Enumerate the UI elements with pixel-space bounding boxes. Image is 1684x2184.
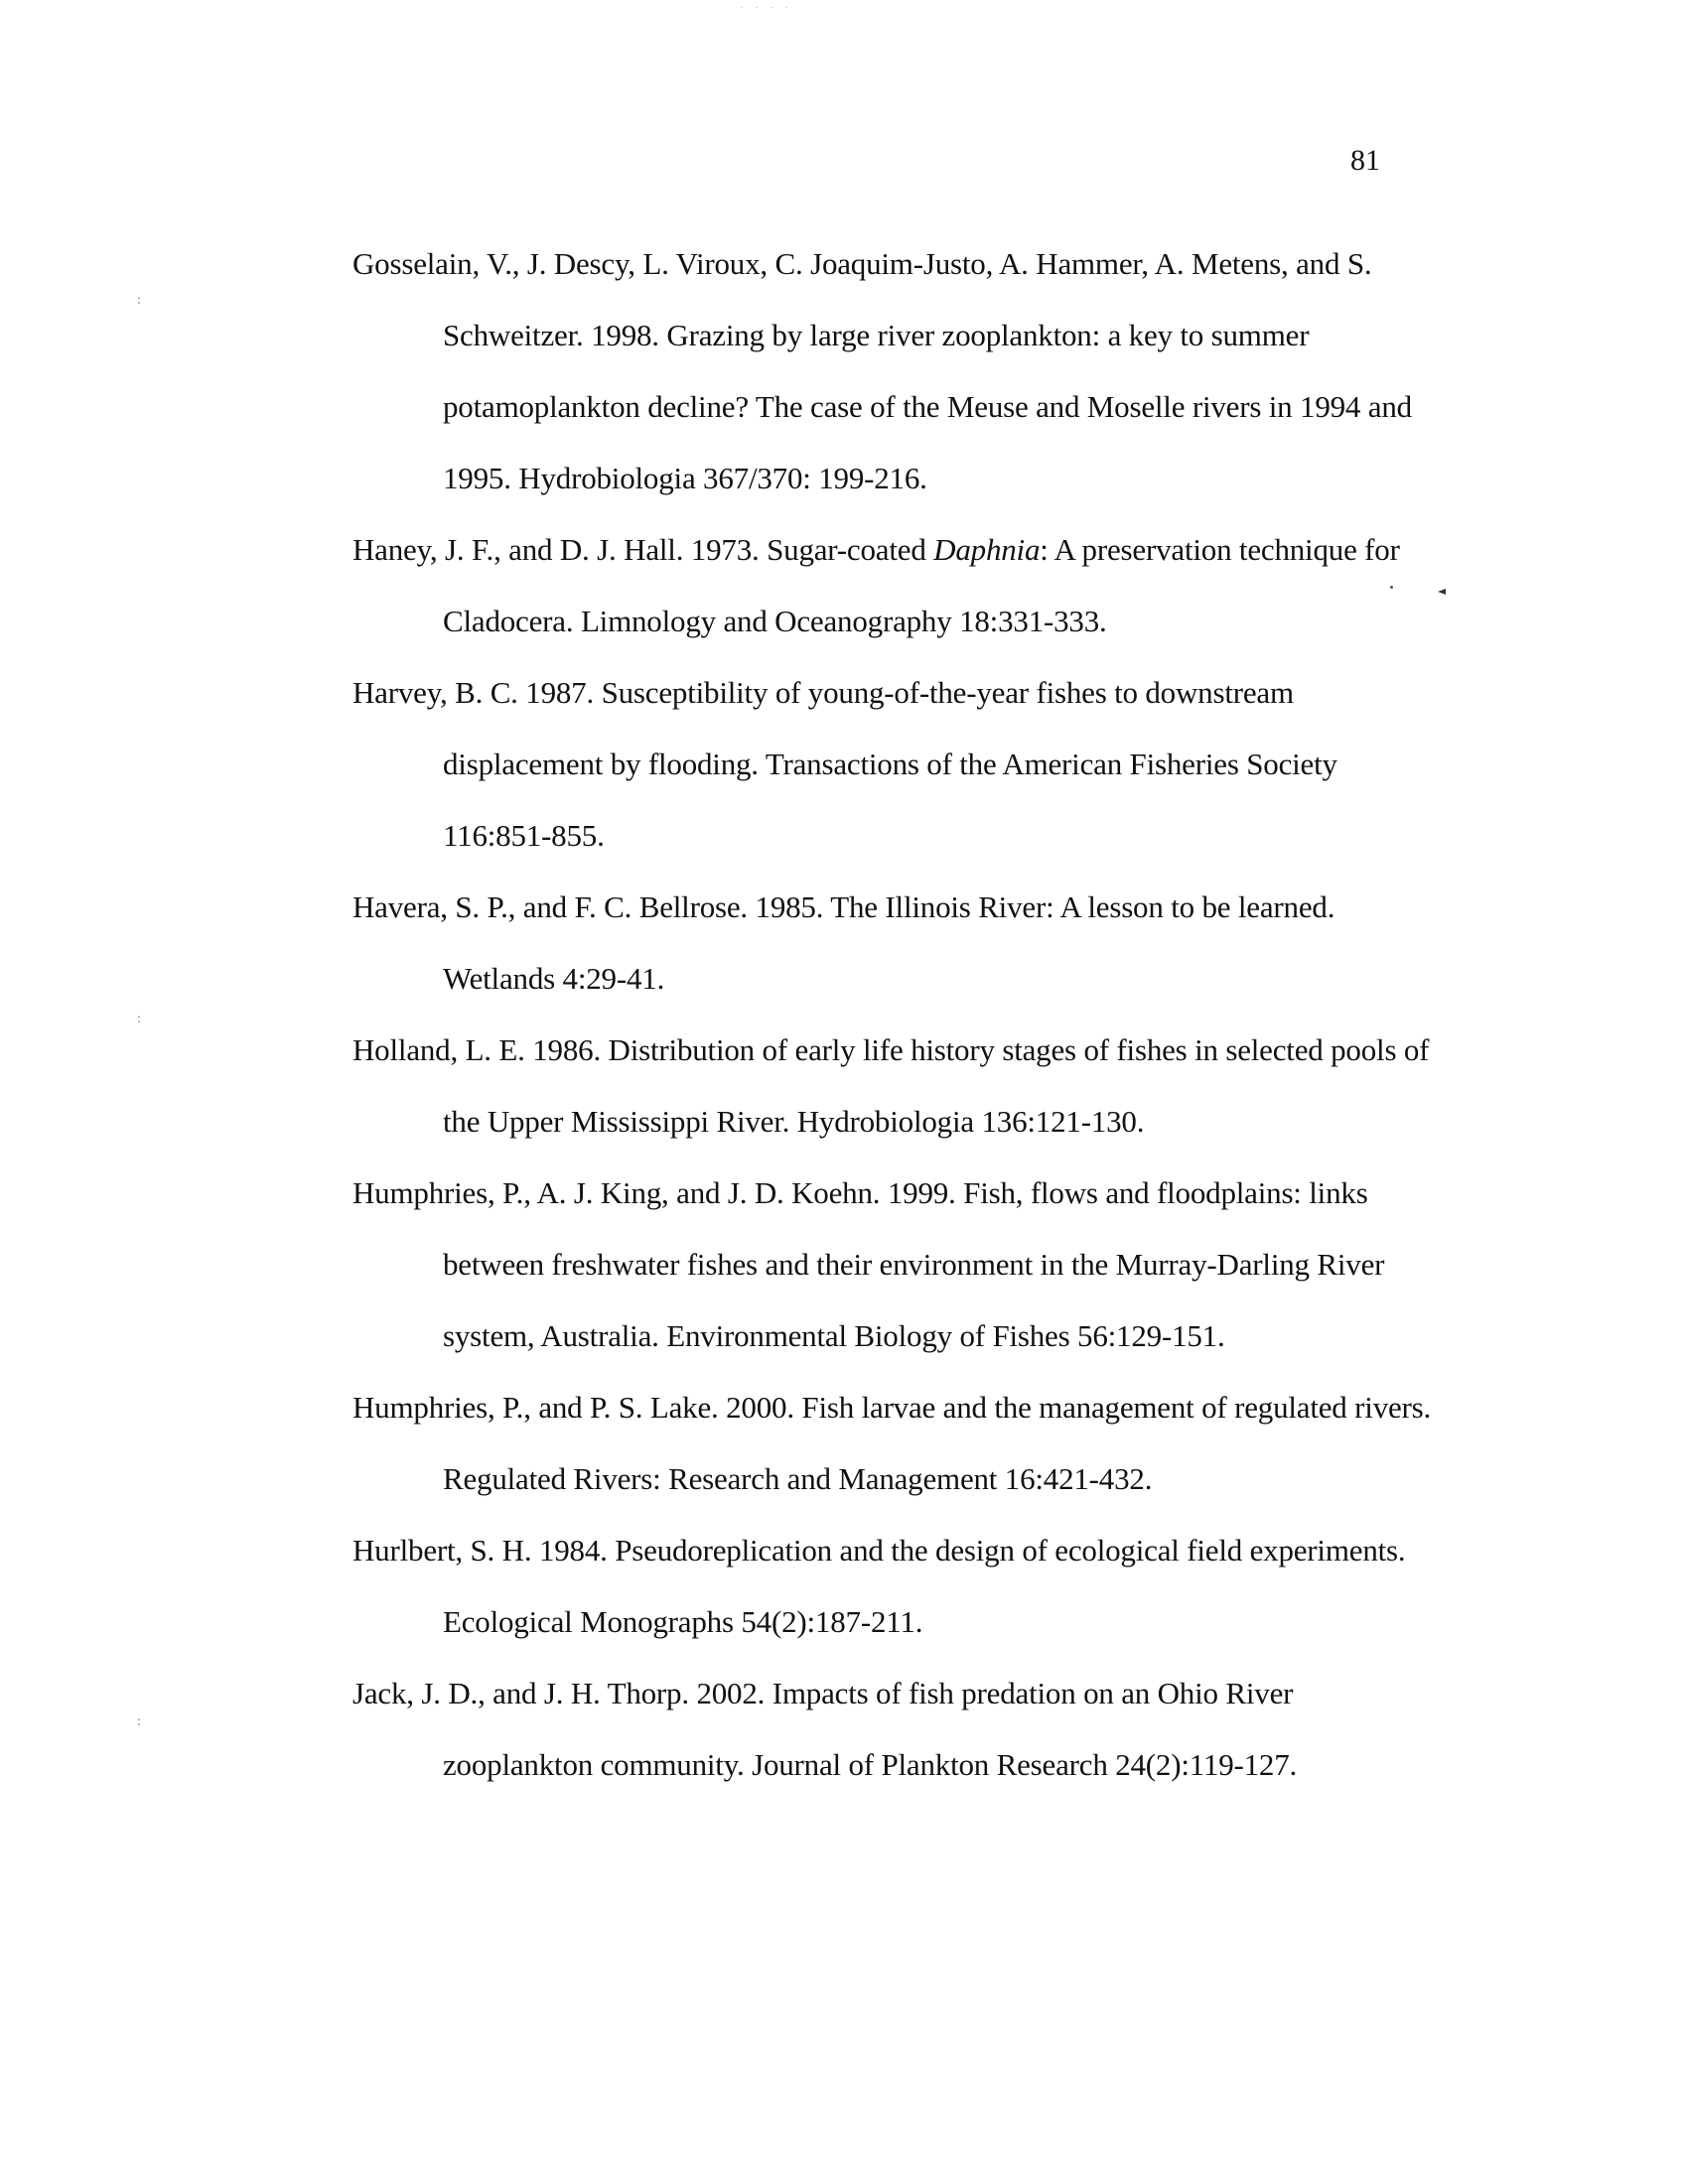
reference-text: Holland, L. E. 1986. Distribution of early life history stages of fishes in selected pools of the Upper Mississippi River. Hydrobiologia 136:121-130. (352, 1032, 1430, 1139)
scan-speck (1438, 589, 1446, 595)
scan-speck (1390, 586, 1393, 589)
reference-entry (352, 1515, 1435, 1658)
reference-text: Gosselain, V., J. Descy, L. Viroux, C. Joaquim-Justo, A. Hammer, A. Metens, and S. Schweitzer. 1998. Grazing by large river zooplankton: a key to summer potamoplankton decline? The case of the Meuse and Moselle rivers in 1994 and 1995. Hydrobiologia 367/370: 199-216. (352, 246, 1412, 495)
reference-text: Havera, S. P., and F. C. Bellrose. 1985. The Illinois River: A lesson to be learned. Wetlands 4:29-41. (352, 889, 1335, 996)
reference-entry (352, 872, 1435, 1015)
page-number: 81 (1350, 144, 1380, 177)
reference-entry (352, 1372, 1435, 1515)
scan-margin-mark: : (137, 1714, 141, 1729)
reference-list (352, 228, 1435, 1801)
reference-text: Humphries, P., and P. S. Lake. 2000. Fish larvae and the management of regulated rivers. Regulated Rivers: Research and Management 16:421-432. (352, 1390, 1432, 1496)
reference-text: Jack, J. D., and J. H. Thorp. 2002. Impacts of fish predation on an Ohio River zooplankton community. Journal of Plankton Research 24(2):119-127. (352, 1676, 1298, 1782)
scan-margin-mark: : (137, 1012, 141, 1026)
reference-entry (352, 1158, 1435, 1372)
reference-text: Harvey, B. C. 1987. Susceptibility of young-of-the-year fishes to downstream displacement by flooding. Transactions of the American Fisheries Society 116:851-855. (352, 675, 1337, 853)
reference-entry (352, 1658, 1435, 1801)
reference-entry (352, 228, 1435, 514)
reference-text: : A preservation technique for Cladocera. Limnology and Oceanography 18:331-333. (443, 532, 1400, 638)
reference-italic-text: Daphnia (933, 532, 1041, 567)
reference-text: Humphries, P., A. J. King, and J. D. Koehn. 1999. Fish, flows and floodplains: links between freshwater fishes and their environment in the Murray-Darling River system, Australia. Environmental Biology of Fishes 56:129-151. (352, 1175, 1385, 1353)
reference-entry (352, 514, 1435, 657)
scan-speck: · · · · (740, 0, 792, 14)
reference-entry (352, 657, 1435, 872)
reference-text: Haney, J. F., and D. J. Hall. 1973. Sugar-coated (352, 532, 934, 567)
scan-margin-mark: : (137, 293, 141, 308)
reference-entry (352, 1015, 1435, 1158)
reference-text: Hurlbert, S. H. 1984. Pseudoreplication and the design of ecological field experiments. Ecological Monographs 54(2):187-211. (352, 1533, 1406, 1639)
